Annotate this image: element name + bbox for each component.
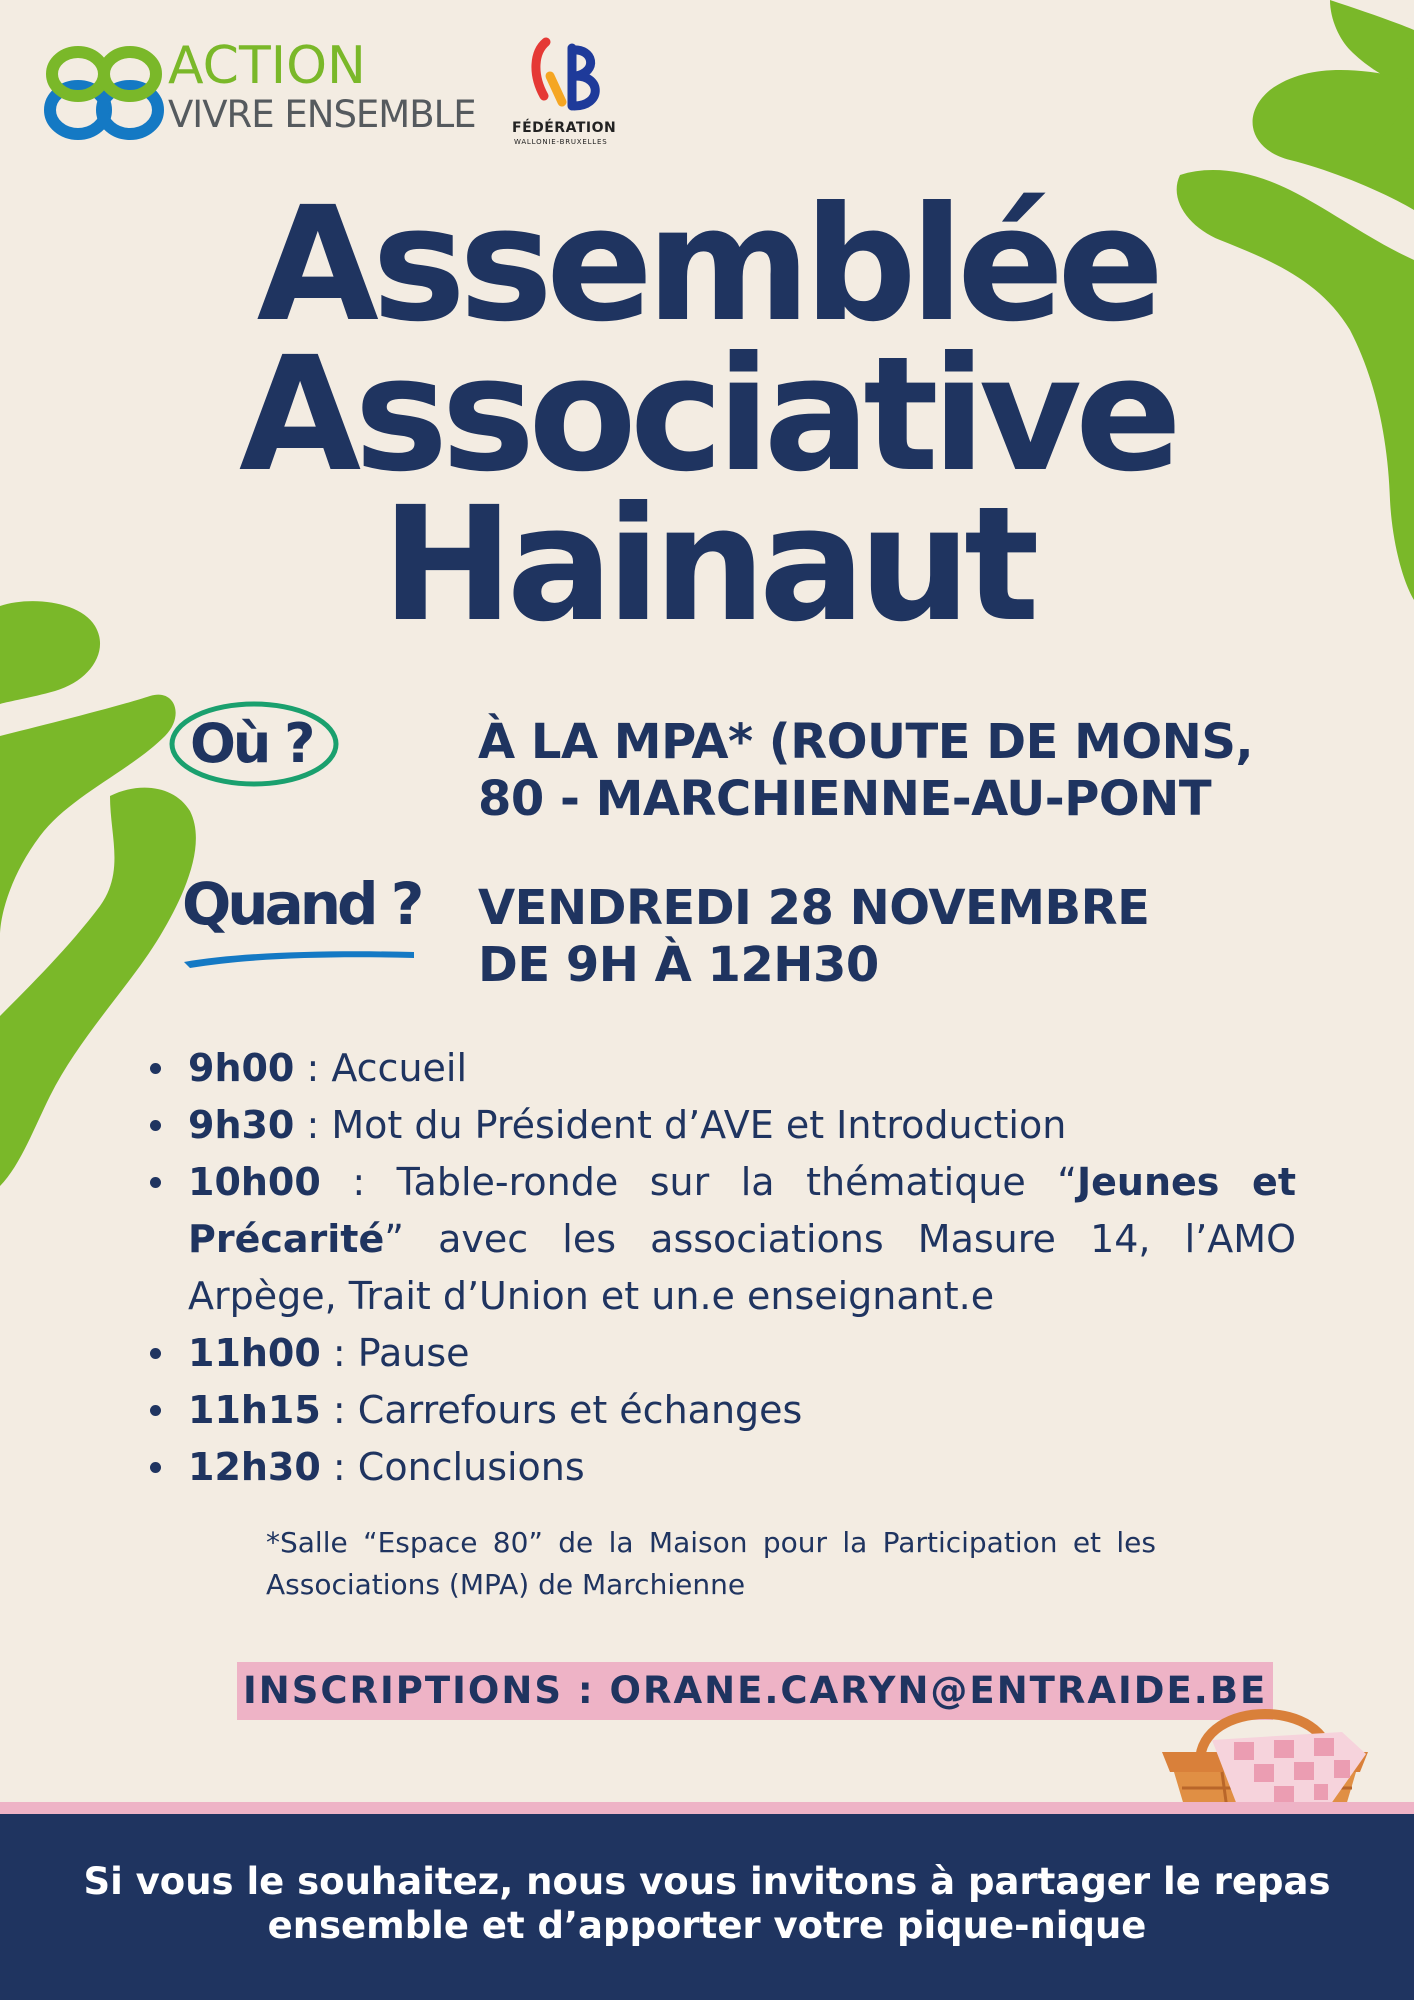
program-text: : Accueil (294, 1046, 468, 1090)
federation-wallonie-bruxelles-logo (508, 36, 628, 148)
blue-underline-icon (180, 940, 420, 970)
ave-logo-line1: ACTION (168, 36, 366, 96)
list-item (146, 1382, 1296, 1439)
list-item (146, 1040, 1296, 1097)
program-text: : Conclusions (320, 1445, 585, 1489)
program-time: 9h00 (188, 1046, 295, 1090)
when-line1: VENDREDI 28 NOVEMBRE (478, 880, 1150, 936)
program-time: 9h30 (188, 1103, 295, 1147)
ave-logo-line2: VIVRE ENSEMBLE (168, 93, 476, 136)
list-item (146, 1439, 1296, 1496)
ave-infinity-icon (44, 44, 169, 144)
program-text: : Carrefours et échanges (320, 1388, 803, 1432)
program-text: : Mot du Président d’AVE et Introduction (294, 1103, 1067, 1147)
pink-divider (0, 1802, 1414, 1814)
when-label (180, 870, 420, 980)
program-list (146, 1040, 1296, 1496)
footnote: *Salle “Espace 80” de la Maison pour la Participation et les Associations (MPA) de Marchienne (266, 1526, 1156, 1601)
when-label-text: Quand ? (182, 870, 421, 938)
footer-line2: ensemble et d’apporter votre pique-nique (267, 1904, 1147, 1947)
program-text: : Pause (320, 1331, 470, 1375)
program-text: ” avec les associations Masure 14, l’AMO Arpège, Trait d’Union et un.e enseignant.e (188, 1217, 1296, 1318)
where-line1: À LA MPA* (ROUTE DE MONS, (478, 714, 1254, 770)
program-time: 11h00 (188, 1331, 321, 1375)
where-value (478, 714, 1253, 828)
where-label-text: Où ? (190, 712, 313, 775)
program-time: 11h15 (188, 1388, 321, 1432)
when-value (478, 880, 1149, 994)
program-text: : Table-ronde sur la thématique “ (320, 1160, 1077, 1204)
program-time: 12h30 (188, 1445, 321, 1489)
fwb-logo-line2: WALLONIE-BRUXELLES (514, 138, 608, 146)
program-theme: Jeunes et Précarité (188, 1160, 1296, 1261)
page-title (0, 173, 1414, 657)
footer-line1: Si vous le souhaitez, nous vous invitons à partager le repas (83, 1860, 1331, 1903)
list-item (146, 1325, 1296, 1382)
list-item (146, 1097, 1296, 1154)
program-time: 10h00 (188, 1160, 321, 1204)
when-line2: DE 9H À 12H30 (478, 937, 879, 993)
fwb-logo-line1: FÉDÉRATION (512, 120, 617, 136)
where-label (168, 698, 340, 786)
list-item (146, 1154, 1296, 1325)
action-vivre-ensemble-logo (44, 36, 494, 144)
where-line2: 80 - MARCHIENNE-AU-PONT (478, 771, 1212, 827)
title-line3: Hainaut (381, 473, 1033, 657)
title-line1: Assemblée (256, 173, 1158, 357)
signup-email-link[interactable]: INSCRIPTIONS : ORANE.CARYN@ENTRAIDE.BE (237, 1662, 1273, 1720)
fwb-emblem-icon (528, 36, 608, 116)
title-line2: Associative (238, 323, 1176, 507)
footer-banner (0, 1814, 1414, 2000)
